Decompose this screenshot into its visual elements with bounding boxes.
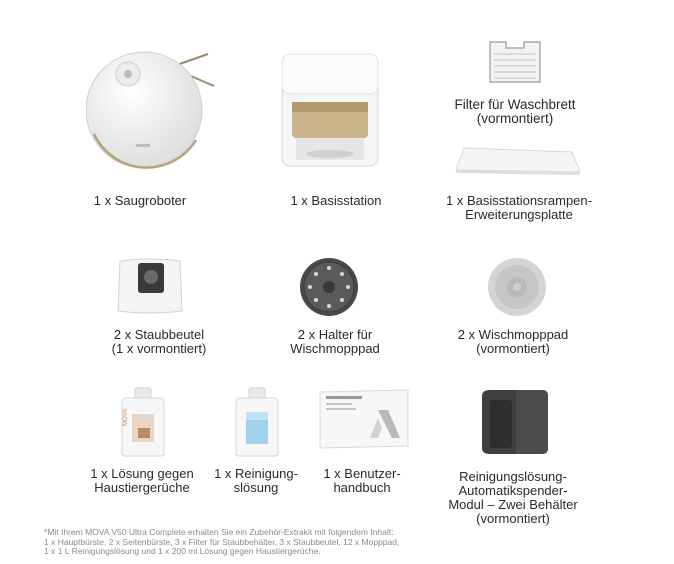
base-station-image bbox=[276, 50, 384, 170]
caption-holder: 2 x Halter für Wischmopppad bbox=[290, 327, 380, 356]
caption-bag: 2 x Staubbeutel (1 x vormontiert) bbox=[111, 327, 207, 356]
caption-robot: 1 x Saugroboter bbox=[93, 193, 187, 208]
caption-pet: 1 x Lösung gegen Haustiergerüche bbox=[90, 466, 194, 495]
ramp-extension-plate-image bbox=[452, 142, 584, 182]
mop-pad-image bbox=[486, 256, 548, 318]
caption-dispenser: Reinigungslösung- Automatikspender- Modul – Zwei Behälter (vormontiert) bbox=[448, 469, 578, 526]
cleaning-solution-bottle-image bbox=[232, 386, 282, 458]
pet-odor-solution-bottle-image bbox=[118, 386, 168, 458]
caption-ramp: 1 x Basisstationsrampen- Erweiterungsplatte bbox=[446, 193, 592, 222]
dust-bag-image bbox=[114, 255, 186, 317]
caption-clean: 1 x Reinigung- slösung bbox=[214, 466, 298, 495]
user-manual-image bbox=[318, 388, 410, 450]
wash-board-filter-image bbox=[486, 38, 544, 88]
robot-vacuum-image bbox=[86, 44, 216, 174]
bottle-brand-text-pet: MOVA bbox=[123, 408, 129, 426]
solution-dispenser-module-image bbox=[476, 386, 552, 458]
caption-manual: 1 x Benutzer- handbuch bbox=[323, 466, 401, 495]
caption-mop: 2 x Wischmopppad (vormontiert) bbox=[457, 327, 569, 356]
caption-filter: Filter für Waschbrett (vormontiert) bbox=[454, 97, 576, 126]
caption-station: 1 x Basisstation bbox=[290, 193, 382, 208]
mop-holder-image bbox=[298, 256, 360, 318]
footnote: *Mit Ihrem MOVA V50 Ultra Complete erhalten Sie ein Zubehör-Extrakit mit folgendem Inhalt: 1 x Hauptbürste, 2 x Seitenbürste, 3 x Filter für Staubbehälter, 3 x Staubbeutel, 12 x Mopppad, 1 x 1 L Reinigungslösung und 1 x 200 ml Lösung gegen Haustiergerüche. bbox=[44, 527, 400, 557]
